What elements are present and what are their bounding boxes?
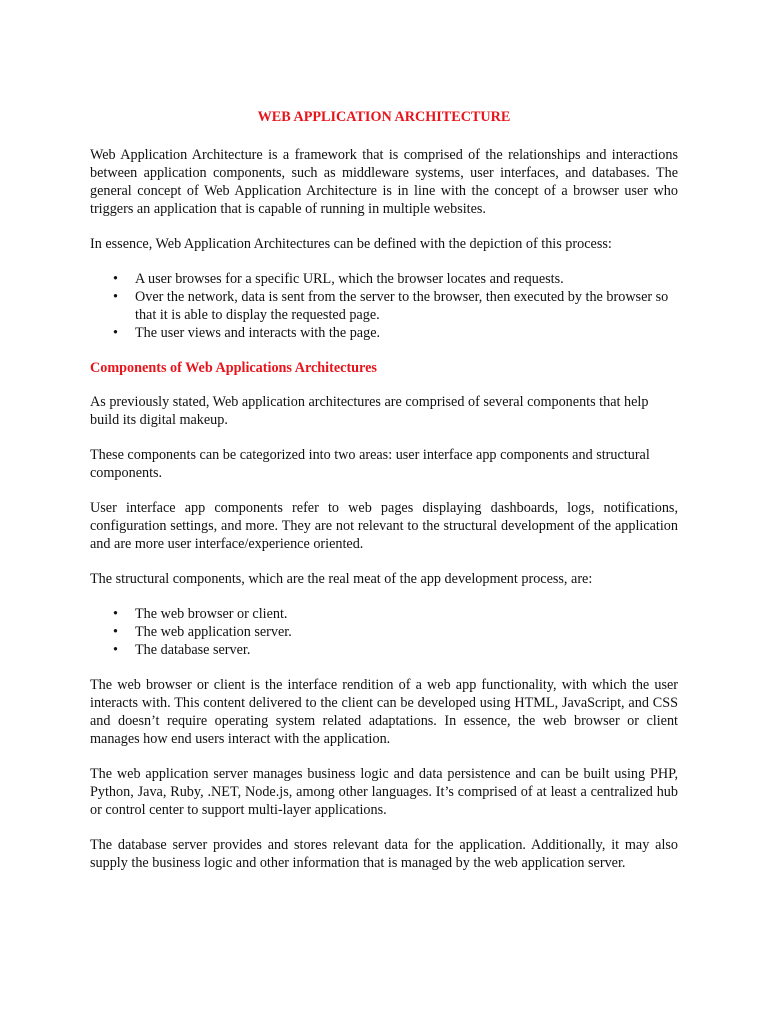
list-item-text: The database server. <box>135 642 251 658</box>
structural-components-list <box>90 605 678 659</box>
list-item <box>90 605 678 623</box>
list-item <box>90 641 678 659</box>
bullet-icon: • <box>113 325 118 341</box>
list-item <box>90 623 678 641</box>
list-item <box>90 288 678 324</box>
list-item-text: The user views and interacts with the page. <box>135 325 381 341</box>
process-steps-list <box>90 270 678 342</box>
categories-paragraph: These components can be categorized into two areas: user interface app components and structural components. <box>90 447 650 481</box>
list-item <box>90 270 678 288</box>
bullet-icon: • <box>113 289 118 305</box>
bullet-icon: • <box>113 642 118 658</box>
server-paragraph: The web application server manages business logic and data persistence and can be built using PHP, Python, Java, Ruby, .NET, Node.js, among other languages. It’s comprised of at least a centralized hub or control center to support multi-layer applications. <box>90 766 678 818</box>
list-item <box>90 324 678 342</box>
list-item-text: Over the network, data is sent from the server to the browser, then executed by the browser so that it is able to display the requested page. <box>135 289 669 323</box>
list-item-text: The web browser or client. <box>135 606 288 622</box>
components-heading: Components of Web Applications Architectures <box>90 360 377 376</box>
browser-paragraph: The web browser or client is the interface rendition of a web app functionality, with which the user interacts with. This content delivered to the client can be developed using HTML, JavaScript, and CSS and doesn’t require operating system related adaptations. In essence, the web browser or client manages how end users interact with the application. <box>90 677 678 747</box>
document-title: WEB APPLICATION ARCHITECTURE <box>257 109 511 125</box>
list-item-text: The web application server. <box>135 624 292 640</box>
database-paragraph: The database server provides and stores relevant data for the application. Additionally, it may also supply the business logic and other information that is managed by the web application server. <box>90 837 678 871</box>
intro-paragraph: Web Application Architecture is a framework that is comprised of the relationships and interactions between application components, such as middleware systems, user interfaces, and databases. The general concept of Web Application Architecture is in line with the concept of a browser user who triggers an application that is capable of running in multiple websites. <box>90 147 678 217</box>
essence-paragraph: In essence, Web Application Architectures can be defined with the depiction of this process: <box>90 236 612 252</box>
bullet-icon: • <box>113 606 118 622</box>
bullet-icon: • <box>113 271 118 287</box>
list-item-text: A user browses for a specific URL, which the browser locates and requests. <box>135 271 564 287</box>
bullet-icon: • <box>113 624 118 640</box>
ui-components-paragraph: User interface app components refer to web pages displaying dashboards, logs, notifications, configuration settings, and more. They are not relevant to the structural development of the application and are more user interface/experience oriented. <box>90 500 678 552</box>
components-intro-paragraph: As previously stated, Web application architectures are comprised of several components that help build its digital makeup. <box>90 394 649 428</box>
structural-intro-paragraph: The structural components, which are the real meat of the app development process, are: <box>90 571 593 587</box>
